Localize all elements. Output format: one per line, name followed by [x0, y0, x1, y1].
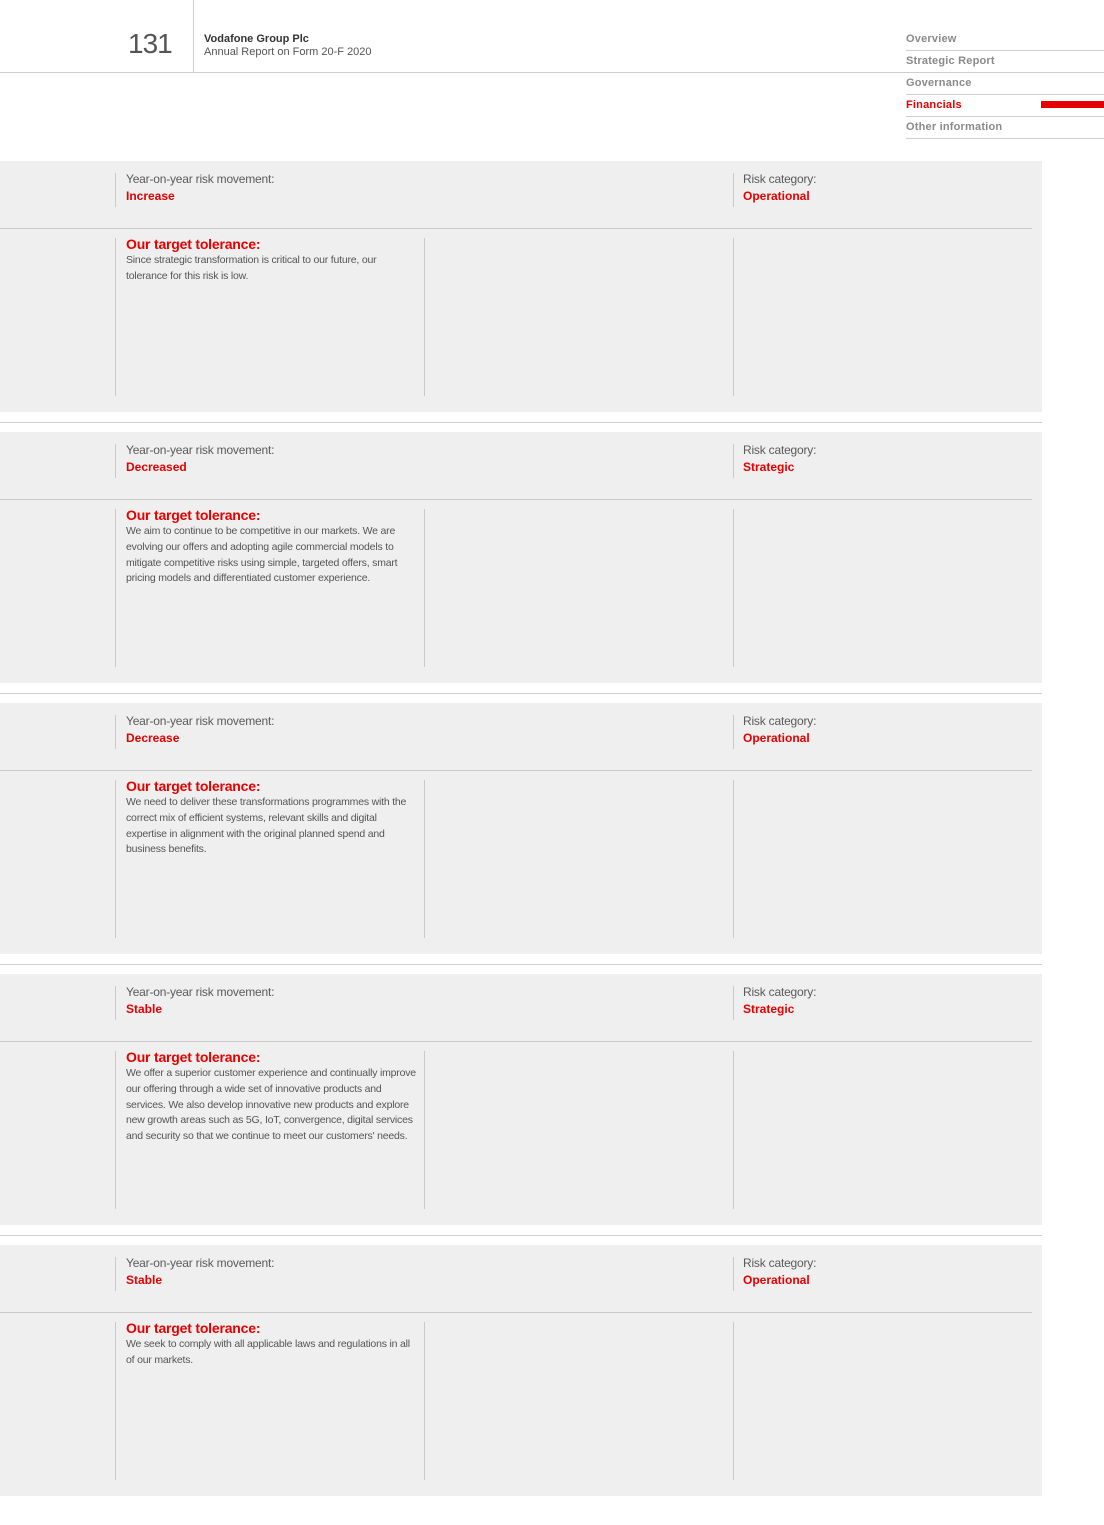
column-divider [733, 1322, 734, 1480]
category-label: Risk category: [743, 714, 817, 728]
nav-item-financials[interactable] [906, 95, 1104, 117]
movement-value: Decrease [126, 731, 180, 745]
tolerance-heading: Our target tolerance: [126, 1320, 261, 1336]
category-value: Strategic [743, 1002, 795, 1016]
nav-item-label: Governance [906, 77, 972, 89]
tolerance-heading: Our target tolerance: [126, 507, 261, 523]
category-value: Operational [743, 189, 810, 203]
category-label: Risk category: [743, 172, 817, 186]
category-value: Strategic [743, 460, 795, 474]
nav-item-overview[interactable] [906, 29, 1104, 51]
column-divider [115, 715, 116, 749]
header-divider [193, 0, 194, 72]
nav-item-label: Strategic Report [906, 55, 995, 67]
panel-separator [0, 964, 1042, 965]
column-divider [115, 780, 116, 938]
page-number: 131 [128, 28, 172, 59]
tolerance-text: Since strategic transformation is critical to our future, our tolerance for this risk is low. [126, 254, 377, 282]
risk-panel [0, 432, 1042, 683]
column-divider [733, 173, 734, 207]
column-divider [424, 1322, 425, 1480]
section-nav [906, 29, 1104, 139]
column-divider [115, 444, 116, 478]
nav-item-label: Overview [906, 33, 957, 45]
column-divider [115, 509, 116, 667]
movement-label: Year-on-year risk movement: [126, 1256, 275, 1270]
category-label: Risk category: [743, 443, 817, 457]
panel-separator [0, 693, 1042, 694]
column-divider [733, 509, 734, 667]
tolerance-text: We need to deliver these transformations programmes with the correct mix of efficient systems, relevant skills and digital expertise in alignment with the original planned spend and business benefits. [126, 796, 407, 856]
column-divider [424, 509, 425, 667]
company-name: Vodafone Group Plc [204, 33, 309, 45]
movement-label: Year-on-year risk movement: [126, 172, 275, 186]
column-divider [733, 444, 734, 478]
nav-item-label: Other information [906, 121, 1003, 133]
column-divider [733, 715, 734, 749]
movement-label: Year-on-year risk movement: [126, 443, 275, 457]
category-value: Operational [743, 731, 810, 745]
tolerance-text: We aim to continue to be competitive in our markets. We are evolving our offers and adopting agile commercial models to mitigate competitive risks using simple, targeted offers, smart pricing models and differentiated customer experience. [126, 525, 398, 585]
column-divider [733, 780, 734, 938]
panel-rule [0, 770, 1032, 771]
panel-separator [0, 422, 1042, 423]
movement-label: Year-on-year risk movement: [126, 714, 275, 728]
column-divider [733, 986, 734, 1020]
category-label: Risk category: [743, 1256, 817, 1270]
panel-rule [0, 1041, 1032, 1042]
column-divider [424, 780, 425, 938]
tolerance-heading: Our target tolerance: [126, 778, 261, 794]
panel-rule [0, 499, 1032, 500]
category-value: Operational [743, 1273, 810, 1287]
movement-label: Year-on-year risk movement: [126, 985, 275, 999]
column-divider [115, 238, 116, 396]
tolerance-text: We seek to comply with all applicable laws and regulations in all of our markets. [126, 1338, 410, 1366]
column-divider [733, 238, 734, 396]
active-section-marker [1041, 101, 1104, 108]
risk-panel [0, 1245, 1042, 1496]
column-divider [115, 986, 116, 1020]
category-label: Risk category: [743, 985, 817, 999]
panel-separator [0, 1235, 1042, 1236]
column-divider [733, 1051, 734, 1209]
company-block [204, 33, 372, 59]
panel-rule [0, 228, 1032, 229]
column-divider [115, 173, 116, 207]
movement-value: Stable [126, 1002, 163, 1016]
risk-panel [0, 974, 1042, 1225]
report-title: Annual Report on Form 20-F 2020 [204, 46, 372, 58]
panel-rule [0, 1312, 1032, 1313]
movement-value: Decreased [126, 460, 187, 474]
tolerance-heading: Our target tolerance: [126, 1049, 261, 1065]
nav-item-governance[interactable] [906, 73, 1104, 95]
movement-value: Increase [126, 189, 175, 203]
tolerance-heading: Our target tolerance: [126, 236, 261, 252]
risk-panel [0, 703, 1042, 954]
nav-item-other-information[interactable] [906, 117, 1104, 139]
column-divider [424, 238, 425, 396]
tolerance-text: We offer a superior customer experience and continually improve our offering through a wide set of innovative products and services. We also develop innovative new products and explore new growth areas such as 5G, IoT, convergence, digital services and security so that we continue to meet our customers' needs. [126, 1067, 416, 1143]
column-divider [115, 1257, 116, 1291]
nav-item-label: Financials [906, 99, 962, 111]
column-divider [115, 1051, 116, 1209]
column-divider [733, 1257, 734, 1291]
column-divider [424, 1051, 425, 1209]
nav-item-strategic-report[interactable] [906, 51, 1104, 73]
risk-panel [0, 161, 1042, 412]
movement-value: Stable [126, 1273, 163, 1287]
column-divider [115, 1322, 116, 1480]
